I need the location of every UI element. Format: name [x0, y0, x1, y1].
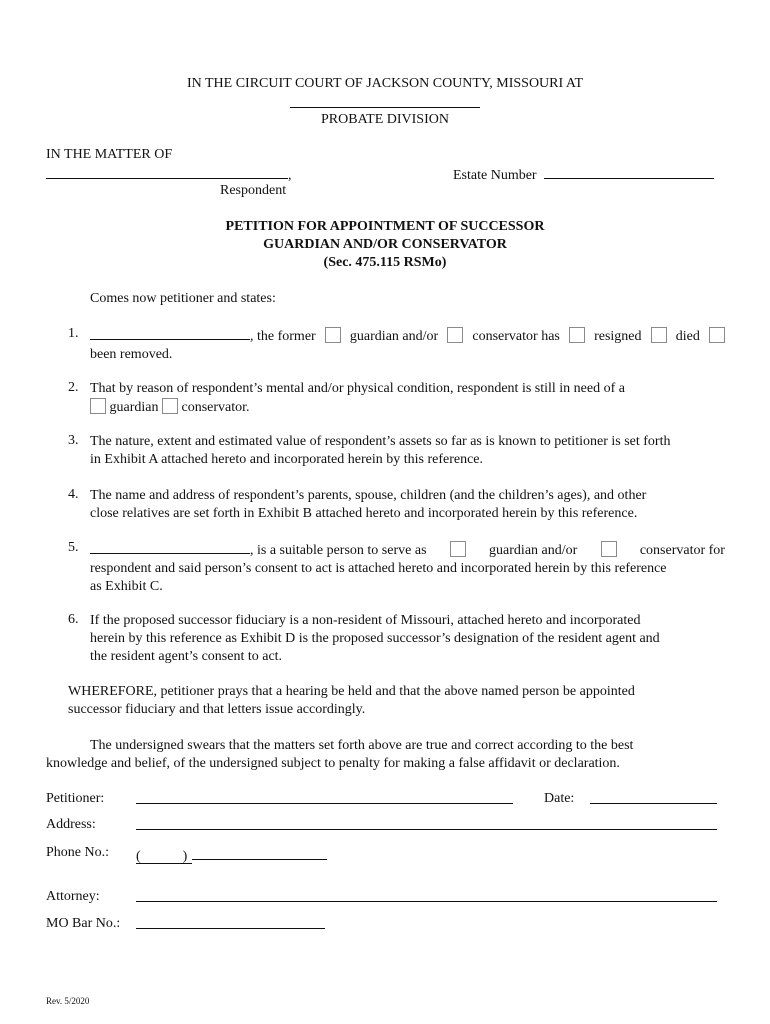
item-3-line-2: in Exhibit A attached hereto and incorporated herein by this reference.	[90, 452, 484, 467]
item-5-line-2: respondent and said person’s consent to act is attached hereto and incorporated herein by this reference	[90, 561, 667, 576]
guardian-text: guardian and/or	[349, 329, 439, 344]
wherefore-clause	[68, 683, 635, 719]
estate-number-row	[453, 165, 714, 184]
resigned-checkbox[interactable]	[569, 327, 585, 343]
item-1-number: 1.	[68, 326, 79, 341]
division-heading: PROBATE DIVISION	[321, 112, 449, 127]
area-code-field[interactable]	[136, 849, 192, 864]
item-3-number: 3.	[68, 433, 79, 448]
matter-of-label: IN THE MATTER OF	[46, 147, 173, 162]
court-location-field[interactable]	[290, 94, 480, 108]
item-5	[90, 540, 725, 596]
item-1-line-1	[90, 326, 725, 346]
bar-number-field[interactable]	[136, 915, 325, 929]
item-2	[90, 380, 725, 417]
resigned-text: resigned	[594, 329, 642, 344]
died-text: died	[675, 329, 700, 344]
former-text: , the former	[250, 329, 316, 344]
estate-number-label: Estate Number	[453, 168, 537, 183]
address-field[interactable]	[136, 816, 717, 830]
suitable-person-text: , is a suitable person to serve as	[250, 543, 427, 558]
successor-guardian-checkbox[interactable]	[450, 541, 466, 557]
item-6-line-2: herein by this reference as Exhibit D is the proposed successor’s designation of the resident agent and	[90, 631, 660, 646]
conservator-has-text: conservator has	[472, 329, 560, 344]
wherefore-line-1: WHEREFORE, petitioner prays that a hearing be held and that the above named person be appointed	[68, 684, 635, 699]
former-conservator-checkbox[interactable]	[447, 327, 463, 343]
intro-text: Comes now petitioner and states:	[90, 291, 276, 306]
estate-number-field[interactable]	[544, 165, 714, 179]
date-field[interactable]	[590, 790, 717, 804]
item-4	[90, 487, 725, 523]
item-4-line-1: The name and address of respondent’s parents, spouse, children (and the children’s ages), and other	[90, 488, 647, 503]
item-3	[90, 433, 725, 469]
verification-line-1: The undersigned swears that the matters set forth above are true and correct according to the best	[90, 738, 634, 753]
need-conservator-text: conservator.	[181, 400, 250, 415]
verification-clause	[46, 737, 633, 773]
item-4-line-2: close relatives are set forth in Exhibit B attached hereto and incorporated herein by this reference.	[90, 506, 638, 521]
petition-subtitle: GUARDIAN AND/OR CONSERVATOR	[263, 237, 507, 252]
respondent-label: Respondent	[220, 183, 287, 198]
bar-number-label: MO Bar No.:	[46, 916, 121, 931]
former-fiduciary-field[interactable]	[90, 326, 250, 340]
revision-date: Rev. 5/2020	[46, 996, 90, 1006]
item-6	[90, 612, 725, 666]
petitioner-signature-field[interactable]	[136, 790, 513, 804]
item-5-line-1	[90, 540, 725, 560]
area-code-open: (	[136, 849, 141, 864]
respondent-name-field[interactable]	[46, 165, 288, 179]
successor-guardian-text: guardian and/or	[489, 543, 578, 558]
item-1-line-2: been removed.	[90, 347, 173, 362]
item-1	[90, 326, 725, 364]
item-5-line-3: as Exhibit C.	[90, 579, 163, 594]
need-guardian-text: guardian	[109, 400, 159, 415]
attorney-field[interactable]	[136, 888, 717, 902]
area-code-close: )	[182, 849, 188, 864]
item-6-line-1: If the proposed successor fiduciary is a non-resident of Missouri, attached hereto and incorporated	[90, 613, 641, 628]
respondent-name-row: ,	[46, 165, 292, 184]
item-2-number: 2.	[68, 380, 79, 395]
statute-reference: (Sec. 475.115 RSMo)	[323, 255, 447, 270]
item-2-line-1: That by reason of respondent’s mental and/or physical condition, respondent is still in need of a	[90, 381, 625, 396]
date-label: Date:	[544, 791, 575, 806]
phone-number-field[interactable]	[192, 845, 327, 860]
item-4-number: 4.	[68, 487, 79, 502]
successor-name-field[interactable]	[90, 540, 250, 554]
removed-checkbox[interactable]	[709, 327, 725, 343]
item-2-line-2	[90, 398, 725, 417]
former-guardian-checkbox[interactable]	[325, 327, 341, 343]
petition-title: PETITION FOR APPOINTMENT OF SUCCESSOR	[225, 219, 545, 234]
died-checkbox[interactable]	[651, 327, 667, 343]
need-guardian-checkbox[interactable]	[90, 398, 106, 414]
phone-label: Phone No.:	[46, 845, 109, 860]
need-conservator-checkbox[interactable]	[162, 398, 178, 414]
successor-conservator-checkbox[interactable]	[601, 541, 617, 557]
court-heading: IN THE CIRCUIT COURT OF JACKSON COUNTY, MISSOURI AT	[186, 76, 583, 91]
wherefore-line-2: successor fiduciary and that letters issue accordingly.	[68, 702, 366, 717]
phone-field-row	[136, 845, 327, 865]
successor-conservator-text: conservator for	[639, 543, 725, 558]
verification-line-2: knowledge and belief, of the undersigned subject to penalty for making a false affidavit or declaration.	[46, 756, 620, 771]
item-6-line-3: the resident agent’s consent to act.	[90, 649, 283, 664]
item-5-number: 5.	[68, 540, 79, 555]
petitioner-label: Petitioner:	[46, 791, 105, 806]
address-label: Address:	[46, 817, 96, 832]
item-3-line-1: The nature, extent and estimated value of respondent’s assets so far as is known to petitioner is set forth	[90, 434, 671, 449]
attorney-label: Attorney:	[46, 889, 100, 904]
item-6-number: 6.	[68, 612, 79, 627]
